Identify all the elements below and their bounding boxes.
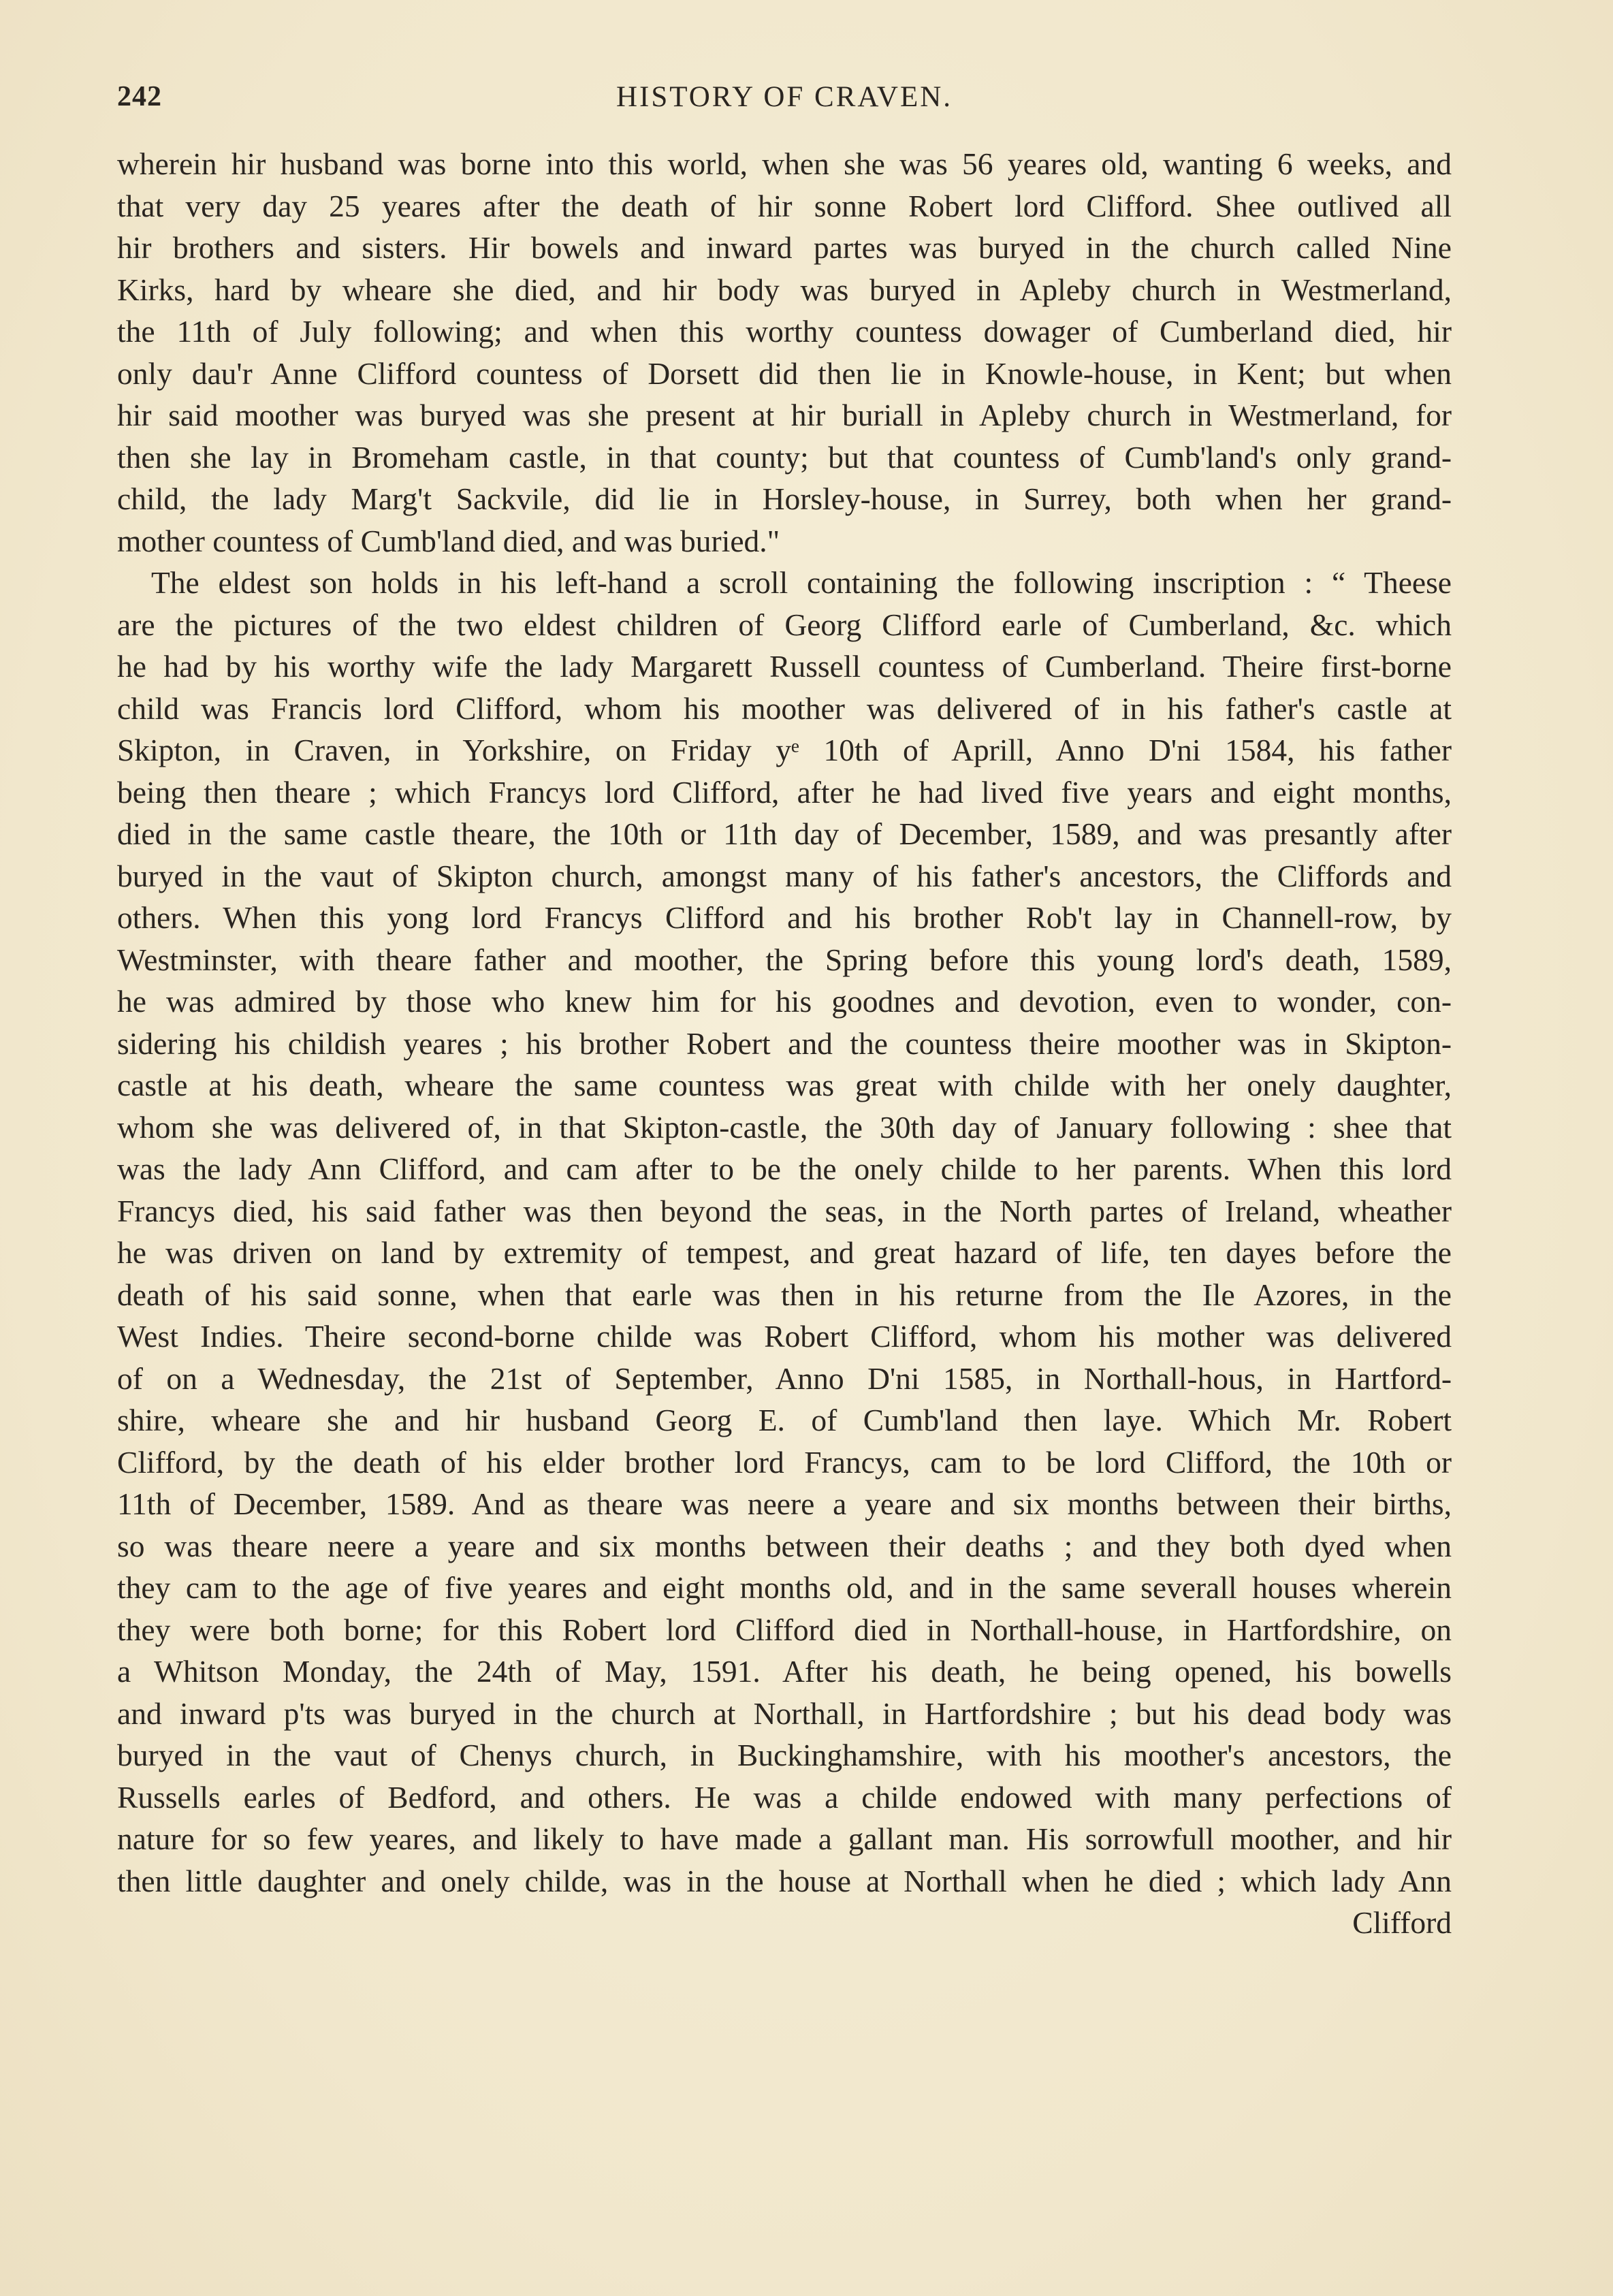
text-line: Skipton, in Craven, in Yorkshire, on Friday yᵉ 10th of Aprill, Anno D'ni 1584, his father bbox=[117, 733, 1452, 767]
body-text bbox=[117, 143, 1452, 1944]
text-line: The eldest son holds in his left-hand a scroll containing the following inscription : “ Theese bbox=[151, 565, 1452, 600]
text-line: nature for so few yeares, and likely to have made a gallant man. His sorrowfull moother, and hir bbox=[117, 1821, 1452, 1856]
text-line: West Indies. Theire second-borne childe was Robert Clifford, whom his mother was delivered bbox=[117, 1319, 1452, 1354]
text-line: whom she was delivered of, in that Skipton-castle, the 30th day of January following : shee that bbox=[117, 1109, 1452, 1145]
text-line: was the lady Ann Clifford, and cam after to be the onely childe to her parents. When this lord bbox=[117, 1151, 1452, 1186]
text-line: hir brothers and sisters. Hir bowels and inward partes was buryed in the church called Nine bbox=[117, 230, 1452, 265]
text-line: 11th of December, 1589. And as theare was neere a yeare and six months between their births, bbox=[117, 1486, 1452, 1521]
text-line: they cam to the age of five yeares and eight months old, and in the same severall houses wherein bbox=[117, 1570, 1452, 1605]
text-line: the 11th of July following; and when this worthy countess dowager of Cumberland died, hir bbox=[117, 314, 1452, 349]
text-line: sidering his childish yeares ; his brother Robert and the countess theire moother was in Skipton- bbox=[117, 1025, 1452, 1061]
page-number: 242 bbox=[117, 81, 162, 112]
text-line: hir said moother was buryed was she present at hir buriall in Apleby church in Westmerland, for bbox=[117, 398, 1452, 432]
text-line: death of his said sonne, when that earle was then in his returne from the Ile Azores, in the bbox=[117, 1277, 1452, 1312]
text-line: he was admired by those who knew him for his goodnes and devotion, even to wonder, con- bbox=[117, 984, 1452, 1019]
text-line: then she lay in Bromeham castle, in that county; but that countess of Cumb'land's only grand- bbox=[117, 439, 1452, 475]
running-head bbox=[117, 80, 1452, 128]
text-line: being then theare ; which Francys lord Clifford, after he had lived five years and eight months, bbox=[117, 774, 1452, 810]
text-line: he had by his worthy wife the lady Margarett Russell countess of Cumberland. Theire first-borne bbox=[117, 649, 1452, 684]
book-title: HISTORY OF CRAVEN. bbox=[616, 81, 953, 113]
text-line: others. When this yong lord Francys Clifford and his brother Rob't lay in Channell-row, by bbox=[117, 900, 1452, 935]
text-line: he was driven on land by extremity of tempest, and great hazard of life, ten dayes before the bbox=[117, 1235, 1452, 1270]
text-line: Francys died, his said father was then beyond the seas, in the North partes of Ireland, wheather bbox=[117, 1193, 1452, 1228]
text-line: a Whitson Monday, the 24th of May, 1591. After his death, he being opened, his bowells bbox=[117, 1654, 1452, 1689]
text-line: are the pictures of the two eldest children of Georg Clifford earle of Cumberland, &c. which bbox=[117, 607, 1452, 642]
text-line: so was theare neere a yeare and six months between their deaths ; and they both dyed when bbox=[117, 1528, 1452, 1563]
text-line: wherein hir husband was borne into this world, when she was 56 yeares old, wanting 6 weeks, and bbox=[117, 146, 1452, 181]
text-line: and inward p'ts was buryed in the church at Northall, in Hartfordshire ; but his dead body was bbox=[117, 1695, 1452, 1731]
text-line: Clifford, by the death of his elder brother lord Francys, cam to be lord Clifford, the 10th or bbox=[117, 1444, 1452, 1480]
text-line: then little daughter and onely childe, was in the house at Northall when he died ; which lady Ann bbox=[117, 1863, 1452, 1898]
text-line: buryed in the vaut of Skipton church, amongst many of his father's ancestors, the Cliffords and bbox=[117, 858, 1452, 893]
text-line: they were both borne; for this Robert lord Clifford died in Northall-house, in Hartfordshire, on bbox=[117, 1612, 1452, 1647]
text-line: buryed in the vaut of Chenys church, in Buckinghamshire, with his moother's ancestors, the bbox=[117, 1738, 1452, 1772]
text-line: of on a Wednesday, the 21st of September, Anno D'ni 1585, in Northall-hous, in Hartford- bbox=[117, 1360, 1452, 1396]
text-line: mother countess of Cumb'land died, and was buried." bbox=[117, 523, 780, 558]
text-line: castle at his death, wheare the same countess was great with childe with her onely daughter, bbox=[117, 1068, 1452, 1102]
text-line: child, the lady Marg't Sackvile, did lie in Horsley-house, in Surrey, both when her grand- bbox=[117, 481, 1452, 516]
text-line: only dau'r Anne Clifford countess of Dorsett did then lie in Knowle-house, in Kent; but when bbox=[117, 355, 1452, 391]
text-line: Westminster, with theare father and moother, the Spring before this young lord's death, 1589, bbox=[117, 942, 1452, 977]
text-line: Russells earles of Bedford, and others. He was a childe endowed with many perfections of bbox=[117, 1779, 1452, 1815]
text-line: shire, wheare she and hir husband Georg E. of Cumb'land then laye. Which Mr. Robert bbox=[117, 1403, 1452, 1437]
text-line: Kirks, hard by wheare she died, and hir body was buryed in Apleby church in Westmerland, bbox=[117, 272, 1452, 307]
text-line: child was Francis lord Clifford, whom his moother was delivered of in his father's castle at bbox=[117, 690, 1452, 726]
catchword: Clifford bbox=[1352, 1905, 1452, 1940]
text-line: died in the same castle theare, the 10th or 11th day of December, 1589, and was presantly after bbox=[117, 816, 1452, 851]
text-line: that very day 25 yeares after the death of hir sonne Robert lord Clifford. Shee outlived all bbox=[117, 188, 1452, 223]
